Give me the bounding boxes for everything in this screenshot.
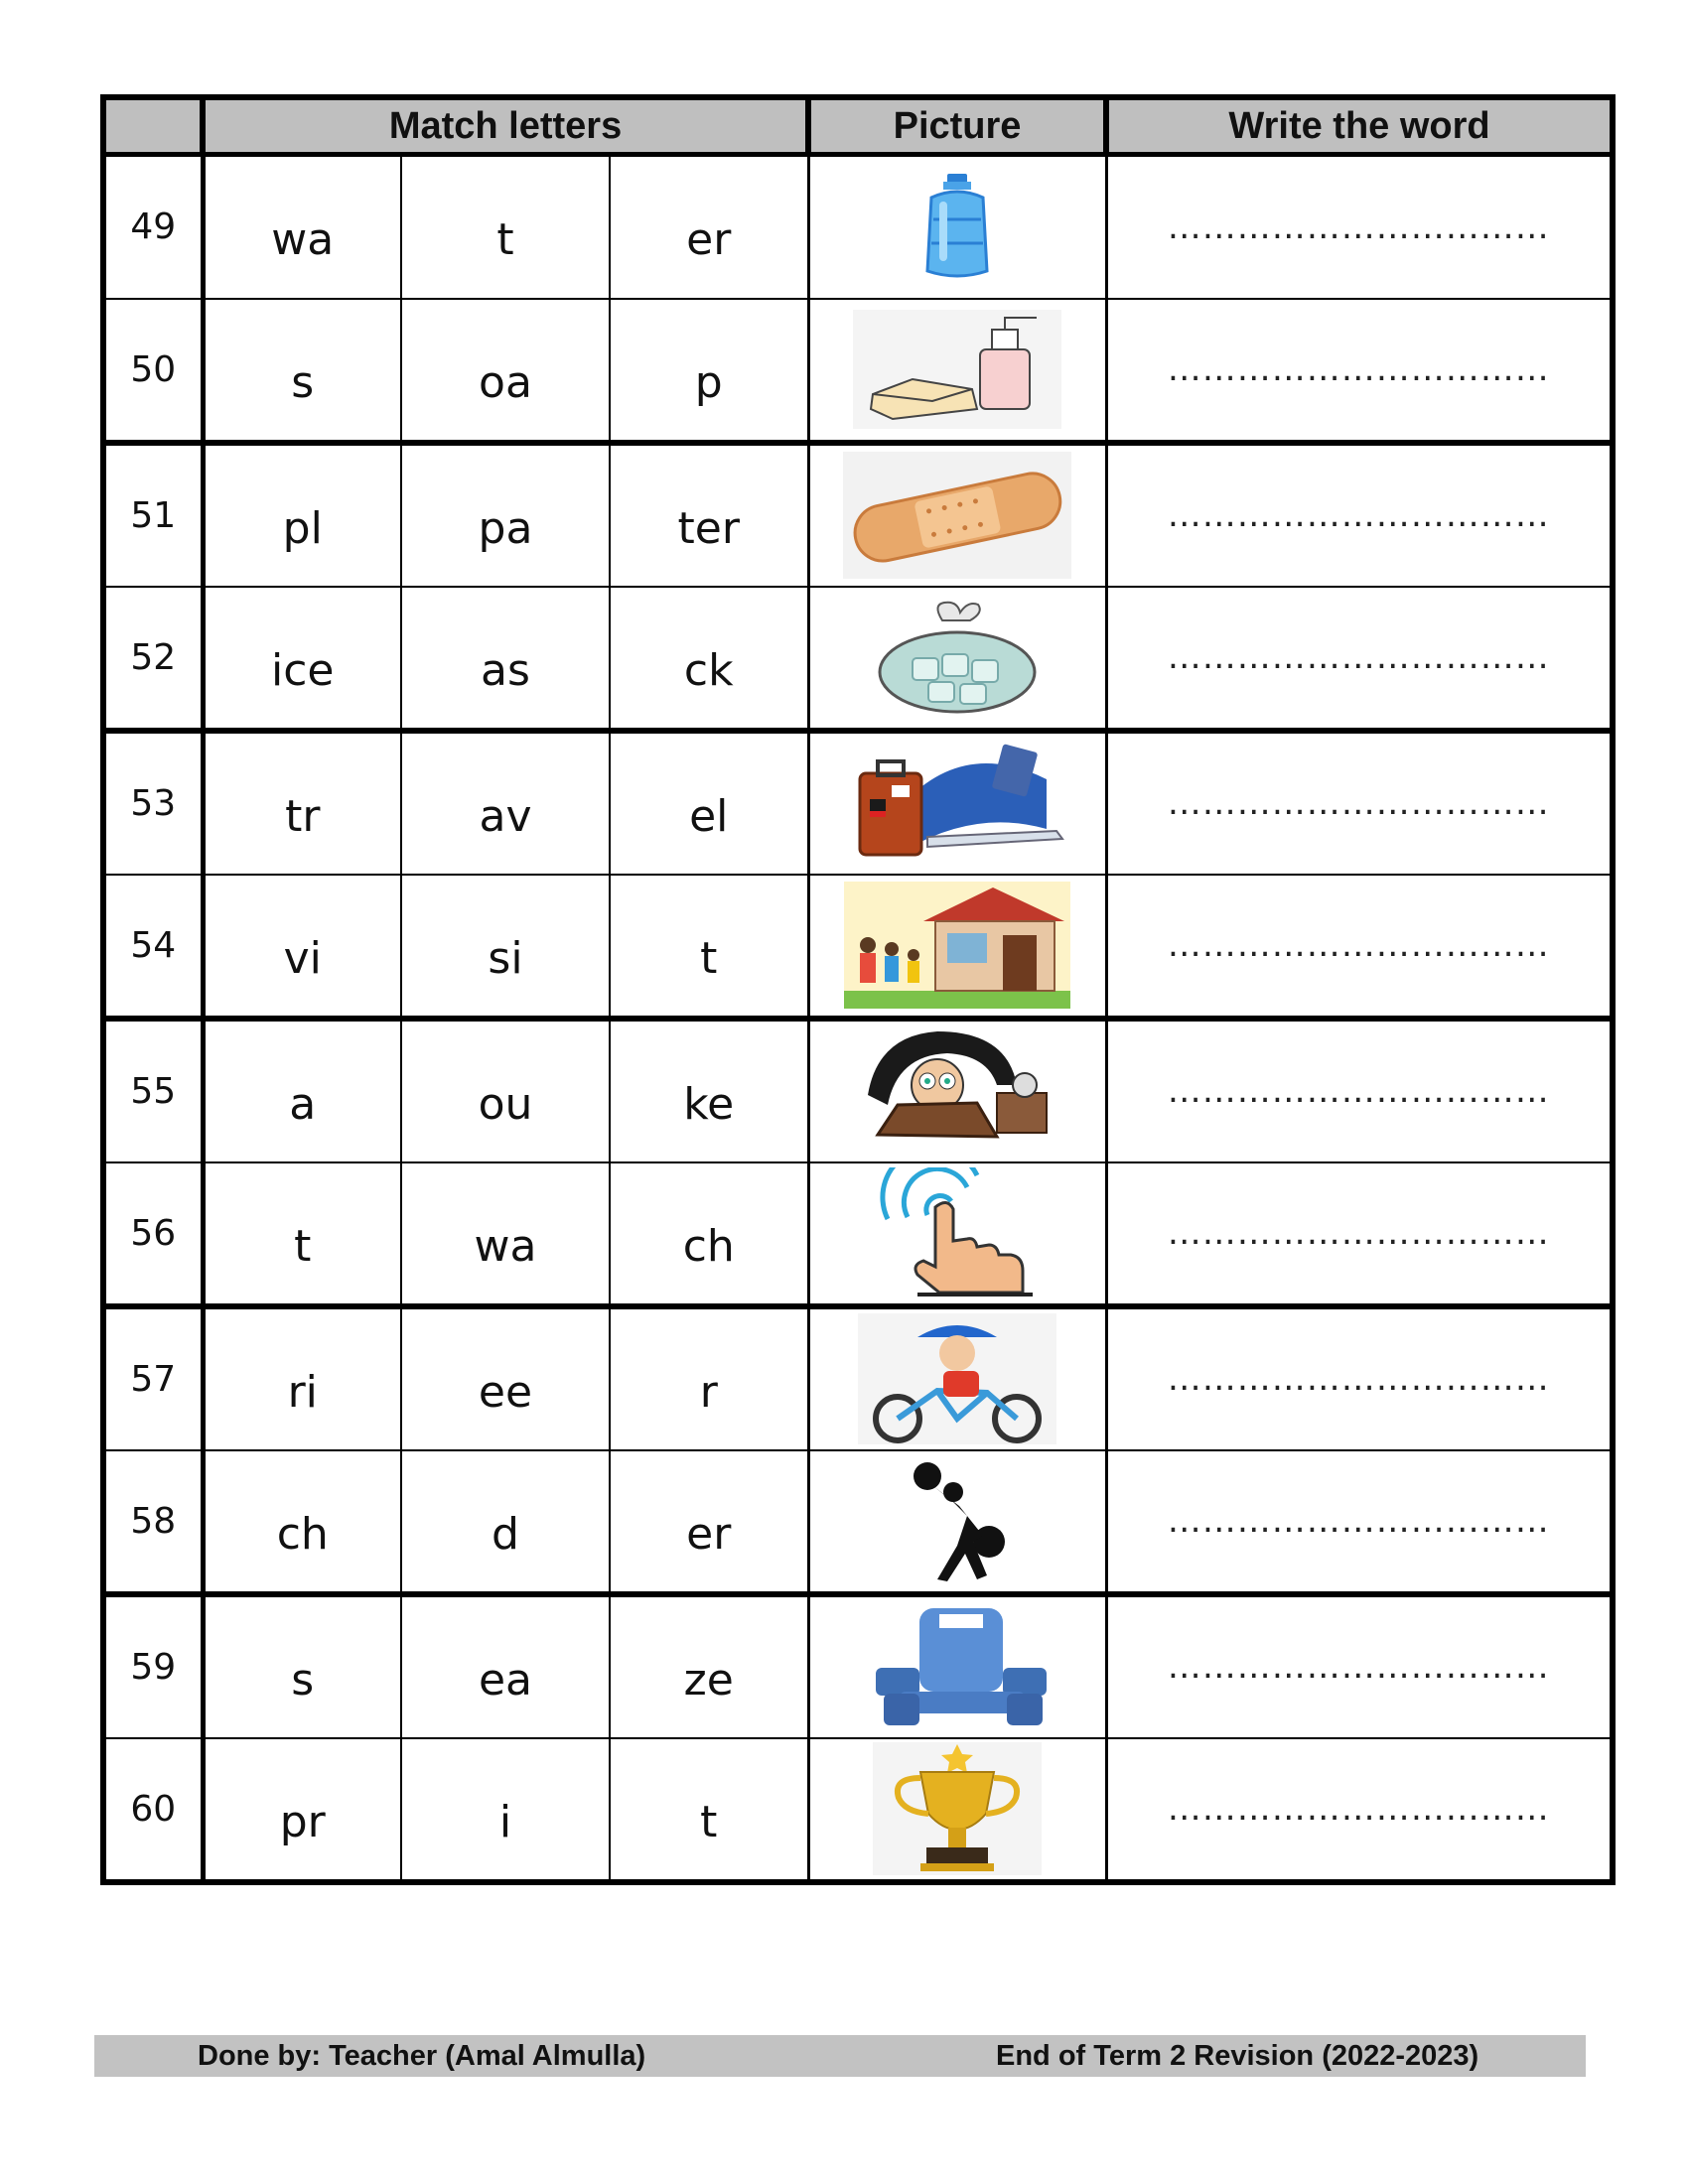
row-number: 53 <box>103 731 203 875</box>
letters-2[interactable]: ea <box>401 1594 610 1738</box>
awake-person-icon <box>858 1025 1056 1157</box>
letters-3[interactable]: ke <box>610 1019 808 1162</box>
table-row <box>103 155 1613 299</box>
picture-cell <box>808 443 1106 587</box>
header-row <box>103 97 1613 155</box>
letters-1[interactable]: wa <box>203 155 401 299</box>
row-number: 58 <box>103 1450 203 1594</box>
row-number: 51 <box>103 443 203 587</box>
write-word-blank[interactable]: …………………………… <box>1106 587 1613 731</box>
letters-2[interactable]: as <box>401 587 610 731</box>
table-row <box>103 731 1613 875</box>
letters-3[interactable]: ter <box>610 443 808 587</box>
letters-1[interactable]: tr <box>203 731 401 875</box>
letters-1[interactable]: ri <box>203 1306 401 1450</box>
letters-1[interactable]: s <box>203 1594 401 1738</box>
table-row <box>103 875 1613 1019</box>
row-number: 54 <box>103 875 203 1019</box>
write-word-blank[interactable]: …………………………… <box>1106 1306 1613 1450</box>
footer-title: End of Term 2 Revision (2022-2023) <box>996 2040 1479 2072</box>
picture-cell <box>808 155 1106 299</box>
letters-2[interactable]: i <box>401 1738 610 1882</box>
row-number: 50 <box>103 299 203 443</box>
letters-2[interactable]: ee <box>401 1306 610 1450</box>
trophy-prize-icon <box>873 1742 1042 1875</box>
table-row <box>103 1738 1613 1882</box>
table-row <box>103 299 1613 443</box>
write-word-blank[interactable]: …………………………… <box>1106 1450 1613 1594</box>
table-row <box>103 443 1613 587</box>
cheerleader-icon <box>898 1456 1017 1585</box>
table-row <box>103 1019 1613 1162</box>
letters-1[interactable]: pl <box>203 443 401 587</box>
row-number: 59 <box>103 1594 203 1738</box>
picture-cell <box>808 1162 1106 1306</box>
letters-3[interactable]: t <box>610 1738 808 1882</box>
picture-cell <box>808 299 1106 443</box>
letters-3[interactable]: ck <box>610 587 808 731</box>
row-number: 57 <box>103 1306 203 1450</box>
write-word-blank[interactable]: …………………………… <box>1106 155 1613 299</box>
picture-header: Picture <box>808 97 1106 155</box>
letters-3[interactable]: ch <box>610 1162 808 1306</box>
letters-3[interactable]: ze <box>610 1594 808 1738</box>
letters-3[interactable]: p <box>610 299 808 443</box>
footer-bar <box>94 2035 1586 2077</box>
worksheet-table <box>100 94 1616 1885</box>
letters-1[interactable]: a <box>203 1019 401 1162</box>
letters-2[interactable]: si <box>401 875 610 1019</box>
write-word-blank[interactable]: …………………………… <box>1106 731 1613 875</box>
water-bottle-icon <box>917 172 997 283</box>
travel-icon <box>848 740 1066 867</box>
table-row <box>103 1306 1613 1450</box>
match-letters-header: Match letters <box>203 97 808 155</box>
letters-3[interactable]: er <box>610 1450 808 1594</box>
letters-1[interactable]: ice <box>203 587 401 731</box>
write-word-blank[interactable]: …………………………… <box>1106 1738 1613 1882</box>
row-number: 55 <box>103 1019 203 1162</box>
letters-1[interactable]: pr <box>203 1738 401 1882</box>
letters-3[interactable]: r <box>610 1306 808 1450</box>
number-header <box>103 97 203 155</box>
letters-3[interactable]: er <box>610 155 808 299</box>
ice-pack-icon <box>873 599 1042 716</box>
write-word-blank[interactable]: …………………………… <box>1106 1162 1613 1306</box>
letters-3[interactable]: t <box>610 875 808 1019</box>
letters-2[interactable]: wa <box>401 1162 610 1306</box>
rider-bicycle-icon <box>858 1313 1056 1444</box>
seat-icon <box>860 1602 1055 1731</box>
write-word-header: Write the word <box>1106 97 1613 155</box>
letters-2[interactable]: t <box>401 155 610 299</box>
row-number: 56 <box>103 1162 203 1306</box>
letters-1[interactable]: ch <box>203 1450 401 1594</box>
write-word-blank[interactable]: …………………………… <box>1106 443 1613 587</box>
table-row <box>103 1594 1613 1738</box>
letters-3[interactable]: el <box>610 731 808 875</box>
letters-2[interactable]: ou <box>401 1019 610 1162</box>
table-row <box>103 1162 1613 1306</box>
visit-house-icon <box>844 882 1070 1009</box>
letters-1[interactable]: s <box>203 299 401 443</box>
row-number: 49 <box>103 155 203 299</box>
picture-cell <box>808 875 1106 1019</box>
picture-cell <box>808 1019 1106 1162</box>
footer-author: Done by: Teacher (Amal Almulla) <box>198 2040 646 2072</box>
write-word-blank[interactable]: …………………………… <box>1106 1019 1613 1162</box>
picture-cell <box>808 731 1106 875</box>
touch-hand-icon <box>868 1167 1047 1298</box>
letters-2[interactable]: av <box>401 731 610 875</box>
write-word-blank[interactable]: …………………………… <box>1106 1594 1613 1738</box>
letters-2[interactable]: d <box>401 1450 610 1594</box>
row-number: 52 <box>103 587 203 731</box>
table-row <box>103 587 1613 731</box>
picture-cell <box>808 1738 1106 1882</box>
write-word-blank[interactable]: …………………………… <box>1106 875 1613 1019</box>
write-word-blank[interactable]: …………………………… <box>1106 299 1613 443</box>
letters-2[interactable]: oa <box>401 299 610 443</box>
soap-icon <box>853 310 1061 429</box>
letters-1[interactable]: t <box>203 1162 401 1306</box>
plaster-icon <box>843 452 1071 579</box>
table-row <box>103 1450 1613 1594</box>
letters-2[interactable]: pa <box>401 443 610 587</box>
letters-1[interactable]: vi <box>203 875 401 1019</box>
picture-cell <box>808 1450 1106 1594</box>
picture-cell <box>808 587 1106 731</box>
picture-cell <box>808 1306 1106 1450</box>
row-number: 60 <box>103 1738 203 1882</box>
picture-cell <box>808 1594 1106 1738</box>
